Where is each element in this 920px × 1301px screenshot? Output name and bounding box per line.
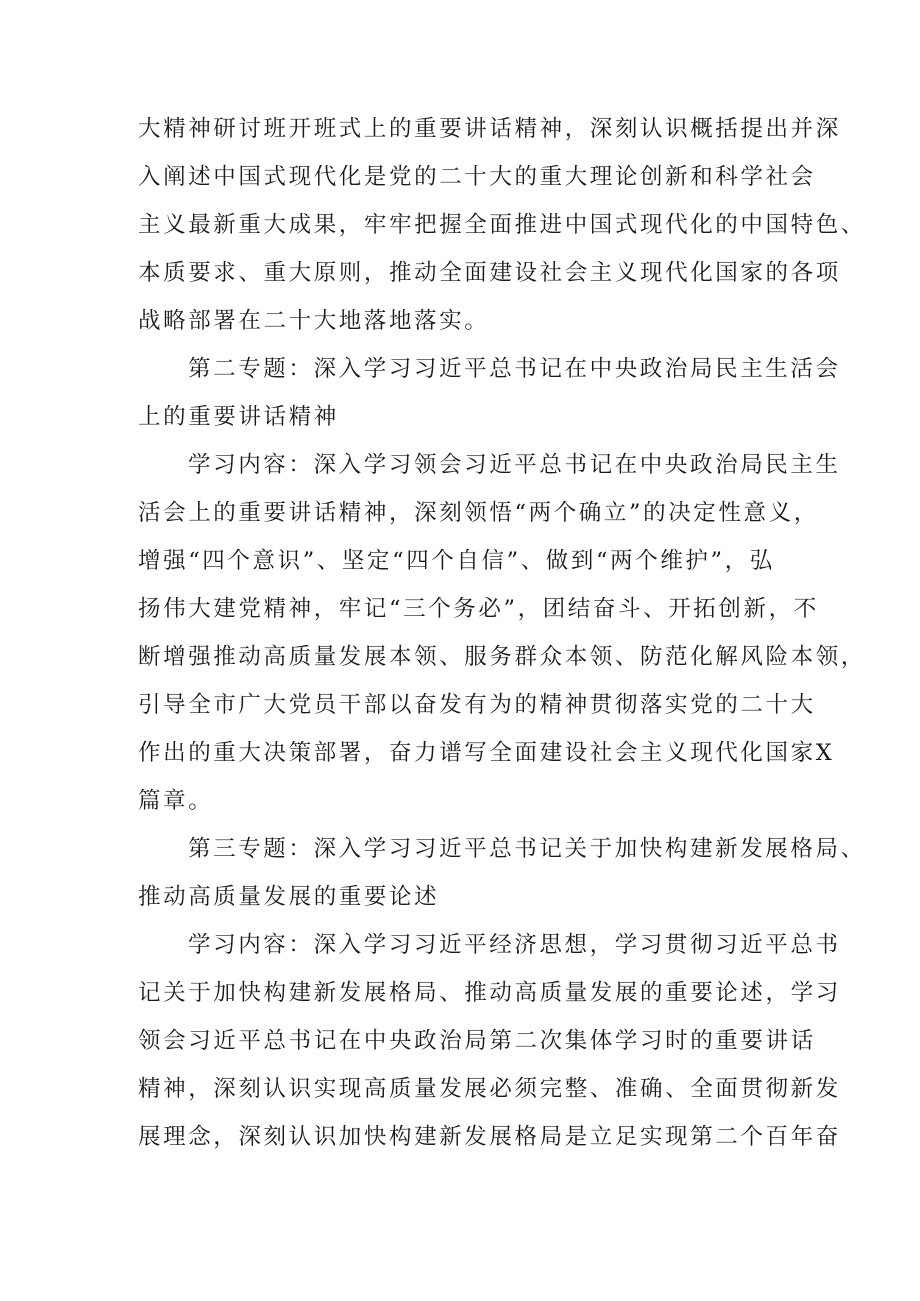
- body-text-line: 断增强推动高质量发展本领、服务群众本领、防范化解风险本领，: [138, 644, 866, 670]
- body-text-line: 领会习近平总书记在中央政治局第二次集体学习时的重要讲话: [138, 1028, 816, 1054]
- body-text-line: 篇章。: [138, 788, 214, 814]
- study-content-2: 学习内容：深入学习领会习近平总书记在中央政治局民主生: [188, 452, 841, 478]
- body-text-line: 作出的重大决策部署，奋力谱写全面建设社会主义现代化国家X: [138, 740, 835, 766]
- body-text-line: 入阐述中国式现代化是党的二十大的重大理论创新和科学社会: [138, 164, 816, 190]
- body-text-line: 增强“四个意识”、坚定“四个自信”、做到“两个维护”，弘: [138, 548, 775, 574]
- body-text-line: 引导全市广大党员干部以奋发有为的精神贯彻落实党的二十大: [138, 692, 816, 718]
- body-text-line: 精神，深刻认识实现高质量发展必须完整、准确、全面贯彻新发: [138, 1076, 841, 1102]
- body-text-line: 本质要求、重大原则，推动全面建设社会主义现代化国家的各项: [138, 260, 841, 286]
- section-heading-2: 第二专题：深入学习习近平总书记在中央政治局民主生活会: [188, 356, 841, 382]
- body-text-line: 活会上的重要讲话精神，深刻领悟“两个确立”的决定性意义，: [138, 500, 819, 526]
- body-text-line: 大精神研讨班开班式上的重要讲话精神，深刻认识概括提出并深: [138, 116, 841, 142]
- body-text-line: 主义最新重大成果，牢牢把握全面推进中国式现代化的中国特色、: [138, 212, 866, 238]
- body-text-line: 扬伟大建党精神，牢记“三个务必”，团结奋斗、开拓创新，不: [138, 596, 819, 622]
- body-text-line: 战略部署在二十大地落地落实。: [138, 308, 490, 334]
- section-heading-2-cont: 上的重要讲话精神: [138, 404, 339, 430]
- study-content-3: 学习内容：深入学习习近平经济思想，学习贯彻习近平总书: [188, 932, 841, 958]
- section-heading-3-cont: 推动高质量发展的重要论述: [138, 884, 440, 910]
- body-text-line: 展理念，深刻认识加快构建新发展格局是立足实现第二个百年奋: [138, 1124, 841, 1150]
- body-text-line: 记关于加快构建新发展格局、推动高质量发展的重要论述，学习: [138, 980, 841, 1006]
- section-heading-3: 第三专题：深入学习习近平总书记关于加快构建新发展格局、: [188, 836, 866, 862]
